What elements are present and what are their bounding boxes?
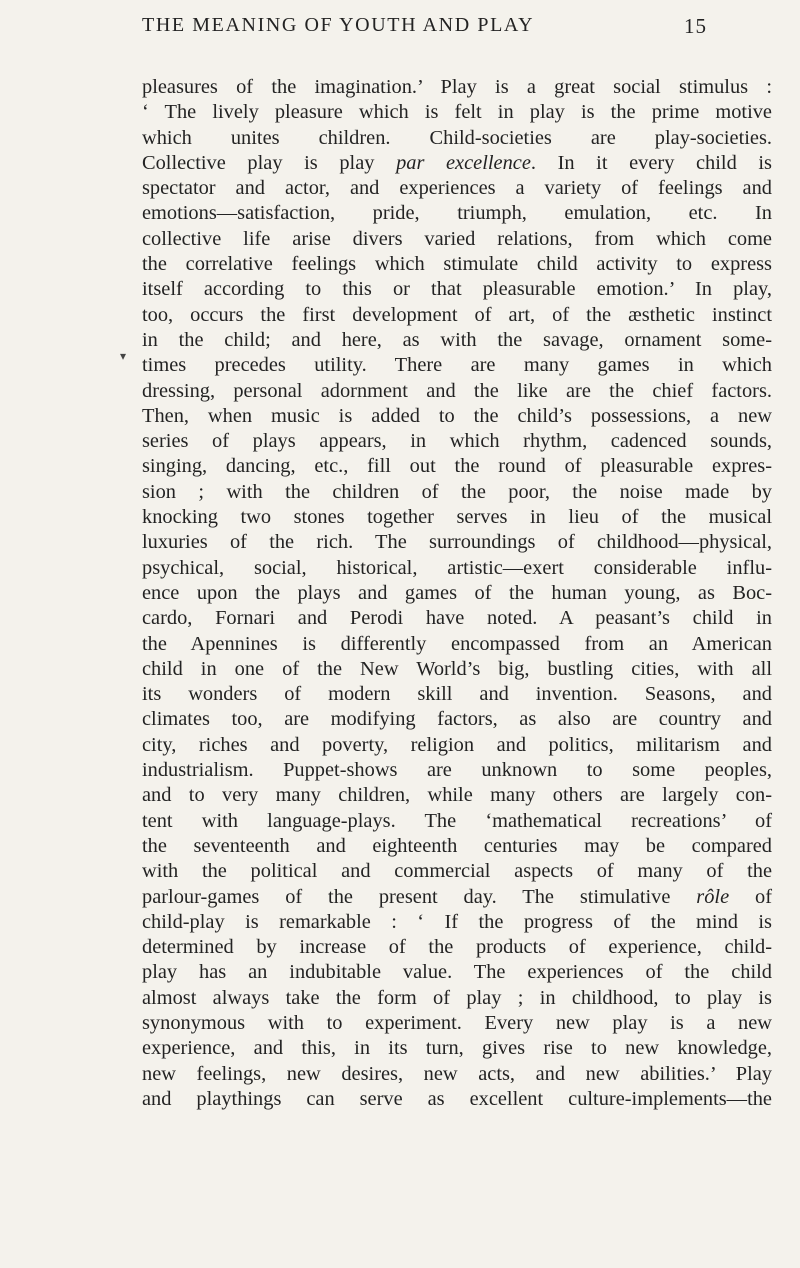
italic-phrase: par excellence <box>396 151 531 174</box>
text-line: experience, and this, in its turn, gives rise to new knowledge, <box>142 1037 772 1060</box>
text-line-with-italic: parlour-games of the present day. The stimulative rôle of <box>142 885 772 908</box>
text-line: knocking two stones together serves in lieu of the musical <box>142 506 772 529</box>
text-line-with-italic: Collective play is play par excellence. In it every child is <box>142 151 772 174</box>
text-line: luxuries of the rich. The surroundings of childhood—physical, <box>142 531 772 554</box>
text-line: emotions—satisfaction, pride, triumph, emulation, etc. In <box>142 202 772 225</box>
text-line: psychical, social, historical, artistic—exert considerable influ- <box>142 556 772 579</box>
text-line: almost always take the form of play ; in childhood, to play is <box>142 986 772 1009</box>
text-line: in the child; and here, as with the savage, ornament some- <box>142 328 772 351</box>
text-line: the correlative feelings which stimulate child activity to express <box>142 253 772 276</box>
italic-phrase: rôle <box>696 885 730 908</box>
text-line: Then, when music is added to the child’s possessions, a new <box>142 404 772 427</box>
text-line: ‘ The lively pleasure which is felt in play is the prime motive <box>142 101 772 124</box>
text-line: sion ; with the children of the poor, the noise made by <box>142 480 772 503</box>
text-line: and to very many children, while many others are largely con- <box>142 784 772 807</box>
text-line: city, riches and poverty, religion and politics, militarism and <box>142 733 772 756</box>
text-line: and playthings can serve as excellent culture-implements—the <box>142 1087 772 1110</box>
text-line: industrialism. Puppet-shows are unknown to some peoples, <box>142 759 772 782</box>
running-head <box>0 14 800 48</box>
text-line: tent with language-plays. The ‘mathematical recreations’ of <box>142 809 772 832</box>
text-line: itself according to this or that pleasurable emotion.’ In play, <box>142 278 772 301</box>
text-line: its wonders of modern skill and invention. Seasons, and <box>142 683 772 706</box>
text-line: cardo, Fornari and Perodi have noted. A peasant’s child in <box>142 607 772 630</box>
text-line: collective life arise divers varied relations, from which come <box>142 227 772 250</box>
page-number: 15 <box>684 14 707 38</box>
text-line: ence upon the plays and games of the human young, as Boc- <box>142 581 772 604</box>
body-text <box>142 75 772 1112</box>
text-line: which unites children. Child-societies are play-societies. <box>142 126 772 149</box>
text-line: too, occurs the first development of art, of the æsthetic instinct <box>142 303 772 326</box>
text-line: singing, dancing, etc., fill out the round of pleasurable expres- <box>142 455 772 478</box>
text-line: times precedes utility. There are many games in which <box>142 354 772 377</box>
text-line: the Apennines is differently encompassed from an American <box>142 632 772 655</box>
text-line: synonymous with to experiment. Every new play is a new <box>142 1011 772 1034</box>
text-line: child in one of the New World’s big, bustling cities, with all <box>142 657 772 680</box>
text-line: spectator and actor, and experiences a variety of feelings and <box>142 177 772 200</box>
text-line: new feelings, new desires, new acts, and new abilities.’ Play <box>142 1062 772 1085</box>
text-line: with the political and commercial aspects of many of the <box>142 860 772 883</box>
text-line: determined by increase of the products of experience, child- <box>142 936 772 959</box>
text-line: the seventeenth and eighteenth centuries may be compared <box>142 834 772 857</box>
margin-mark: ▾ <box>120 349 127 363</box>
text-line: series of plays appears, in which rhythm, cadenced sounds, <box>142 430 772 453</box>
text-line: pleasures of the imagination.’ Play is a great social stimulus : <box>142 76 772 98</box>
text-line: child-play is remarkable : ‘ If the progress of the mind is <box>142 910 772 933</box>
running-title: THE MEANING OF YOUTH AND PLAY <box>142 14 535 36</box>
text-line: climates too, are modifying factors, as also are country and <box>142 708 772 731</box>
text-line: play has an indubitable value. The experiences of the child <box>142 961 772 984</box>
text-line: dressing, personal adornment and the like are the chief factors. <box>142 379 772 402</box>
